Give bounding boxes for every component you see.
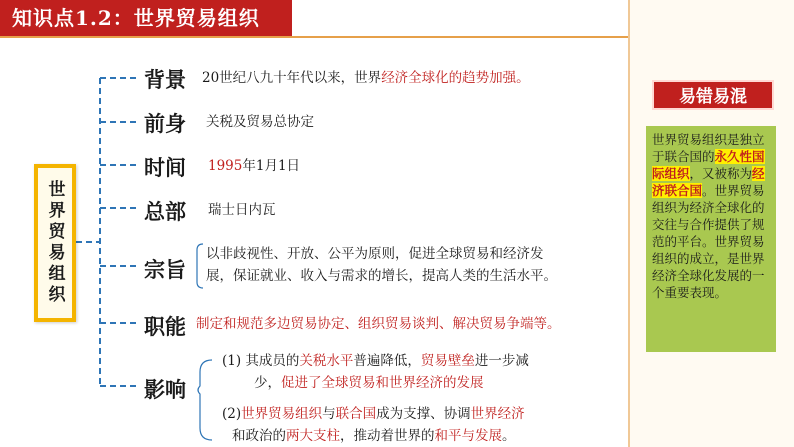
text-background-b: 经济全球化的趋势加强。 — [381, 70, 530, 86]
label-time: 时间 — [144, 155, 186, 180]
impact2-part: 与 — [322, 406, 336, 422]
impact-bracket — [198, 360, 212, 440]
impact1-keyword-tariff: 关税水平 — [299, 353, 354, 369]
text-impact-item2 — [222, 403, 592, 447]
impact1-part: (1) 其成员的 — [222, 353, 300, 369]
label-impact: 影响 — [144, 377, 186, 402]
impact2-part: ，推动着世界的 — [340, 428, 435, 444]
label-purpose: 宗旨 — [144, 257, 186, 282]
impact1-part: 进一步减 — [474, 353, 529, 369]
impact1-part: 少， — [254, 375, 281, 391]
side-label-box — [34, 164, 76, 322]
text-purpose-line1: 以非歧视性、开放、公平为原则，促进全球贸易和经济发 — [206, 246, 544, 262]
label-predecessor: 前身 — [144, 111, 186, 136]
side-label-text: 世界贸易组织 — [44, 180, 65, 306]
text-purpose-line2: 展，保证就业、收入与需求的增长，提高人类的生活水平。 — [206, 268, 557, 284]
note-highlight-economic-un: 经济联合国 — [652, 166, 765, 198]
note-highlight-permanent-org: 永久性国际组织 — [652, 149, 765, 181]
text-purpose — [206, 243, 557, 287]
text-headquarters: 瑞士日内瓦 — [208, 202, 276, 218]
impact1-part: 普遍降低， — [353, 353, 421, 369]
impact2-keyword-wto: 世界贸易组织 — [241, 406, 323, 422]
impact1-keyword-development: 促进了全球贸易和世界经济的发展 — [281, 375, 484, 391]
text-time-date: 年1月1日 — [242, 158, 301, 174]
text-background — [202, 67, 530, 89]
note-text: 。世界贸易组织为经济全球化的交往与合作提供了规范的平台。世界贸易组织的成立，是世界经济全球化发展的一个重要表现。 — [652, 183, 765, 300]
text-functions: 制定和规范多边贸易协定、组织贸易谈判、解决贸易争端等。 — [196, 316, 561, 332]
purpose-bracket — [197, 244, 203, 288]
text-time — [208, 155, 300, 177]
text-background-a: 20世纪八九十年代以来，世界 — [202, 70, 382, 86]
page-title: 知识点1.2：世界贸易组织 — [0, 0, 292, 36]
impact2-part: 和政治的 — [232, 428, 286, 444]
impact2-part: 成为支撑、协调 — [376, 406, 471, 422]
impact2-keyword-un: 联合国 — [335, 406, 377, 422]
note-box — [646, 126, 776, 352]
label-headquarters: 总部 — [144, 199, 186, 224]
impact1-keyword-barrier: 贸易壁垒 — [420, 353, 475, 369]
text-time-year: 1995 — [208, 158, 243, 174]
impact2-part: (2) — [222, 406, 242, 422]
text-impact-item1 — [222, 350, 552, 394]
easy-mistake-badge: 易错易混 — [652, 80, 774, 110]
label-background: 背景 — [144, 67, 186, 92]
note-text: 世界贸易组织是独立于联合国的 — [652, 132, 765, 164]
label-functions: 职能 — [144, 314, 186, 339]
text-predecessor: 关税及贸易总协定 — [206, 114, 314, 130]
impact2-keyword-pillars: 两大支柱 — [286, 428, 340, 444]
note-text: ，又被称为 — [689, 166, 753, 181]
impact2-keyword-peace: 和平与发展 — [434, 428, 502, 444]
impact2-keyword-economy: 世界经济 — [470, 406, 525, 422]
impact2-part: 。 — [502, 428, 516, 444]
